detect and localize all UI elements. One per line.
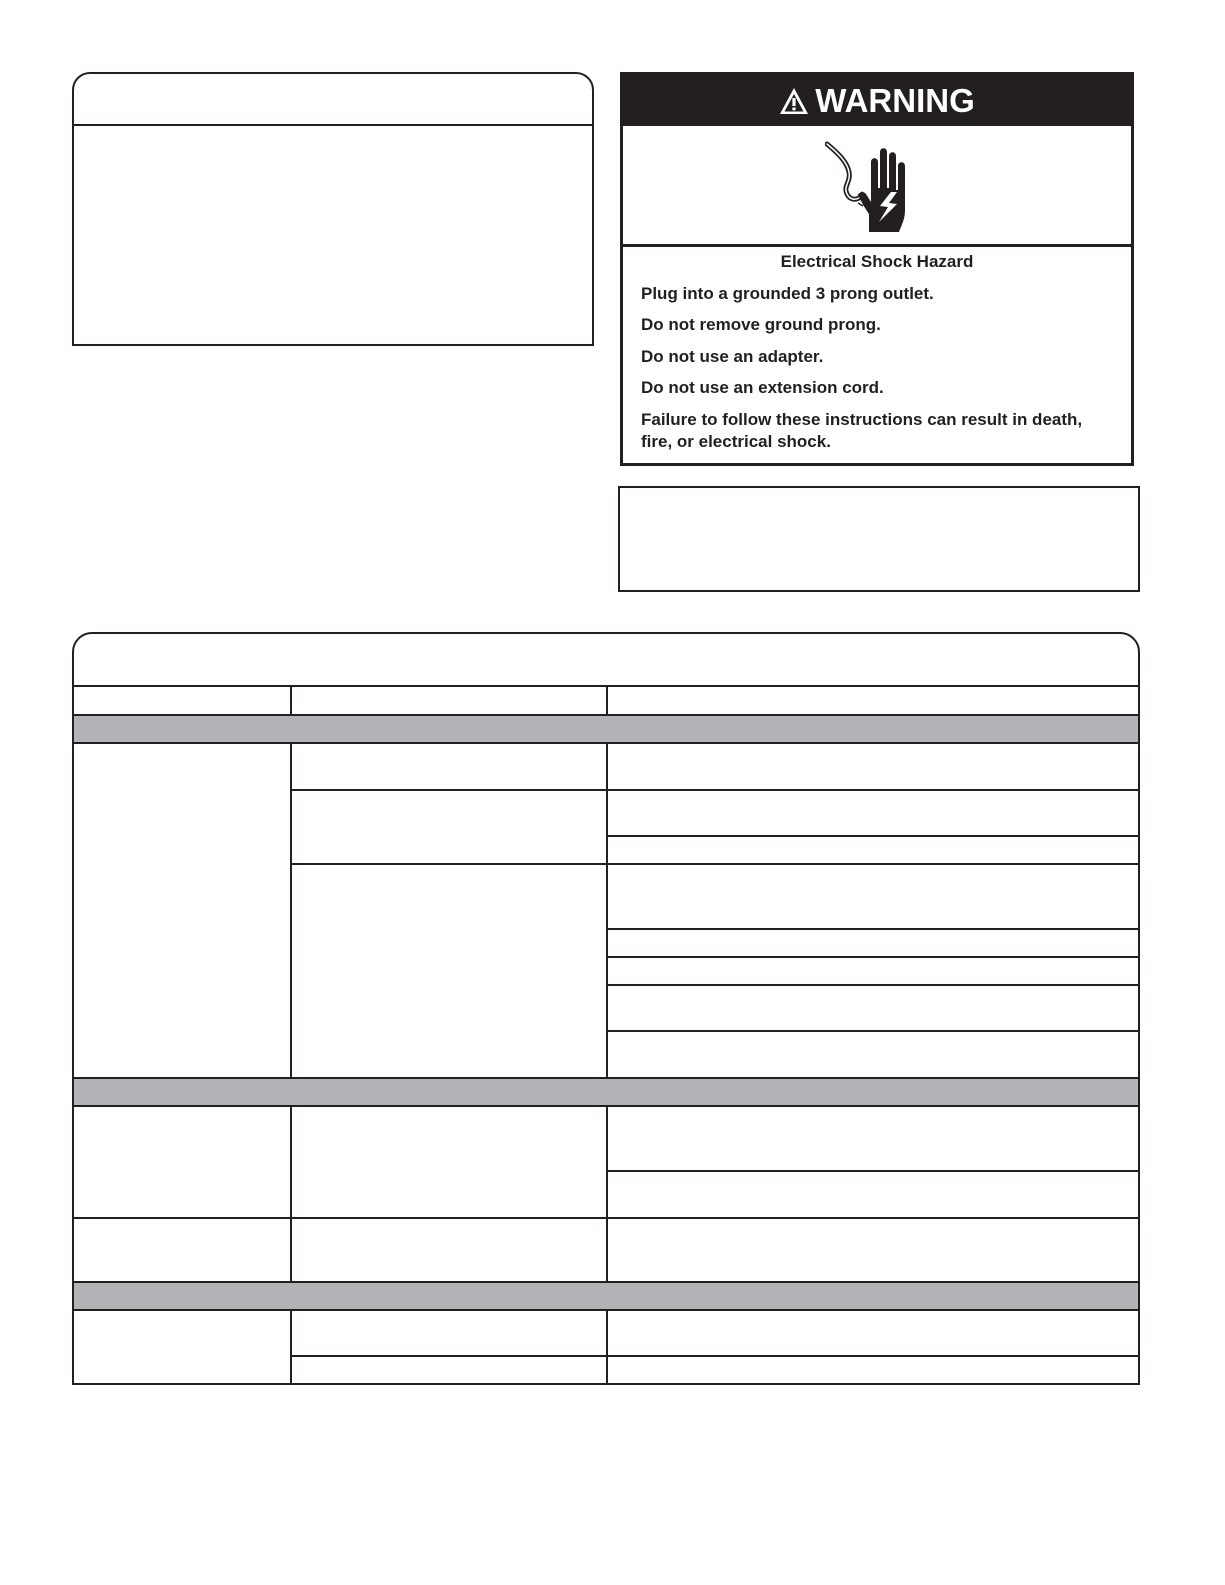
note-box-tab-divider <box>74 124 592 126</box>
table-row-divider <box>606 1170 1138 1172</box>
warning-header <box>623 75 1131 126</box>
table-row-divider <box>74 1077 1138 1079</box>
table-row-divider <box>74 714 1138 716</box>
table-column-divider <box>606 1105 608 1281</box>
table-section-band <box>74 715 1138 742</box>
table-row-divider <box>606 1030 1138 1032</box>
table-column-divider <box>290 1105 292 1281</box>
table-section-band <box>74 1078 1138 1105</box>
empty-info-box <box>618 486 1140 592</box>
table-row-divider <box>606 835 1138 837</box>
warning-text <box>623 247 1131 463</box>
hazard-title: Electrical Shock Hazard <box>780 252 974 271</box>
warning-title: WARNING <box>815 81 975 119</box>
warning-line-consequence: Failure to follow these instructions can result in death, fire, or electrical shock. <box>641 410 1083 451</box>
table-column-divider <box>606 1309 608 1385</box>
table-column-divider <box>606 685 608 714</box>
table-row-divider <box>606 956 1138 958</box>
warning-line-grounded-outlet: Plug into a grounded 3 prong outlet. <box>641 284 934 303</box>
warning-line-ground-prong: Do not remove ground prong. <box>641 315 881 334</box>
table-row-divider <box>290 863 1138 865</box>
table-column-divider <box>606 742 608 1077</box>
warning-line-adapter: Do not use an adapter. <box>641 347 824 366</box>
table-column-divider <box>290 685 292 714</box>
warning-box <box>620 72 1134 466</box>
warning-line-extension-cord: Do not use an extension cord. <box>641 378 884 397</box>
note-box <box>72 72 594 346</box>
troubleshooting-table <box>72 632 1140 1385</box>
table-column-divider <box>290 1309 292 1385</box>
electrical-shock-hand-icon <box>825 136 925 236</box>
table-row-divider <box>290 1355 1138 1357</box>
table-column-divider <box>290 742 292 1077</box>
table-row-divider <box>290 789 1138 791</box>
table-row-divider <box>606 928 1138 930</box>
warning-icon-area <box>623 126 1131 247</box>
table-row-divider <box>606 984 1138 986</box>
table-row-divider <box>74 1281 1138 1283</box>
alert-triangle-icon <box>779 87 809 115</box>
table-section-band <box>74 1282 1138 1309</box>
